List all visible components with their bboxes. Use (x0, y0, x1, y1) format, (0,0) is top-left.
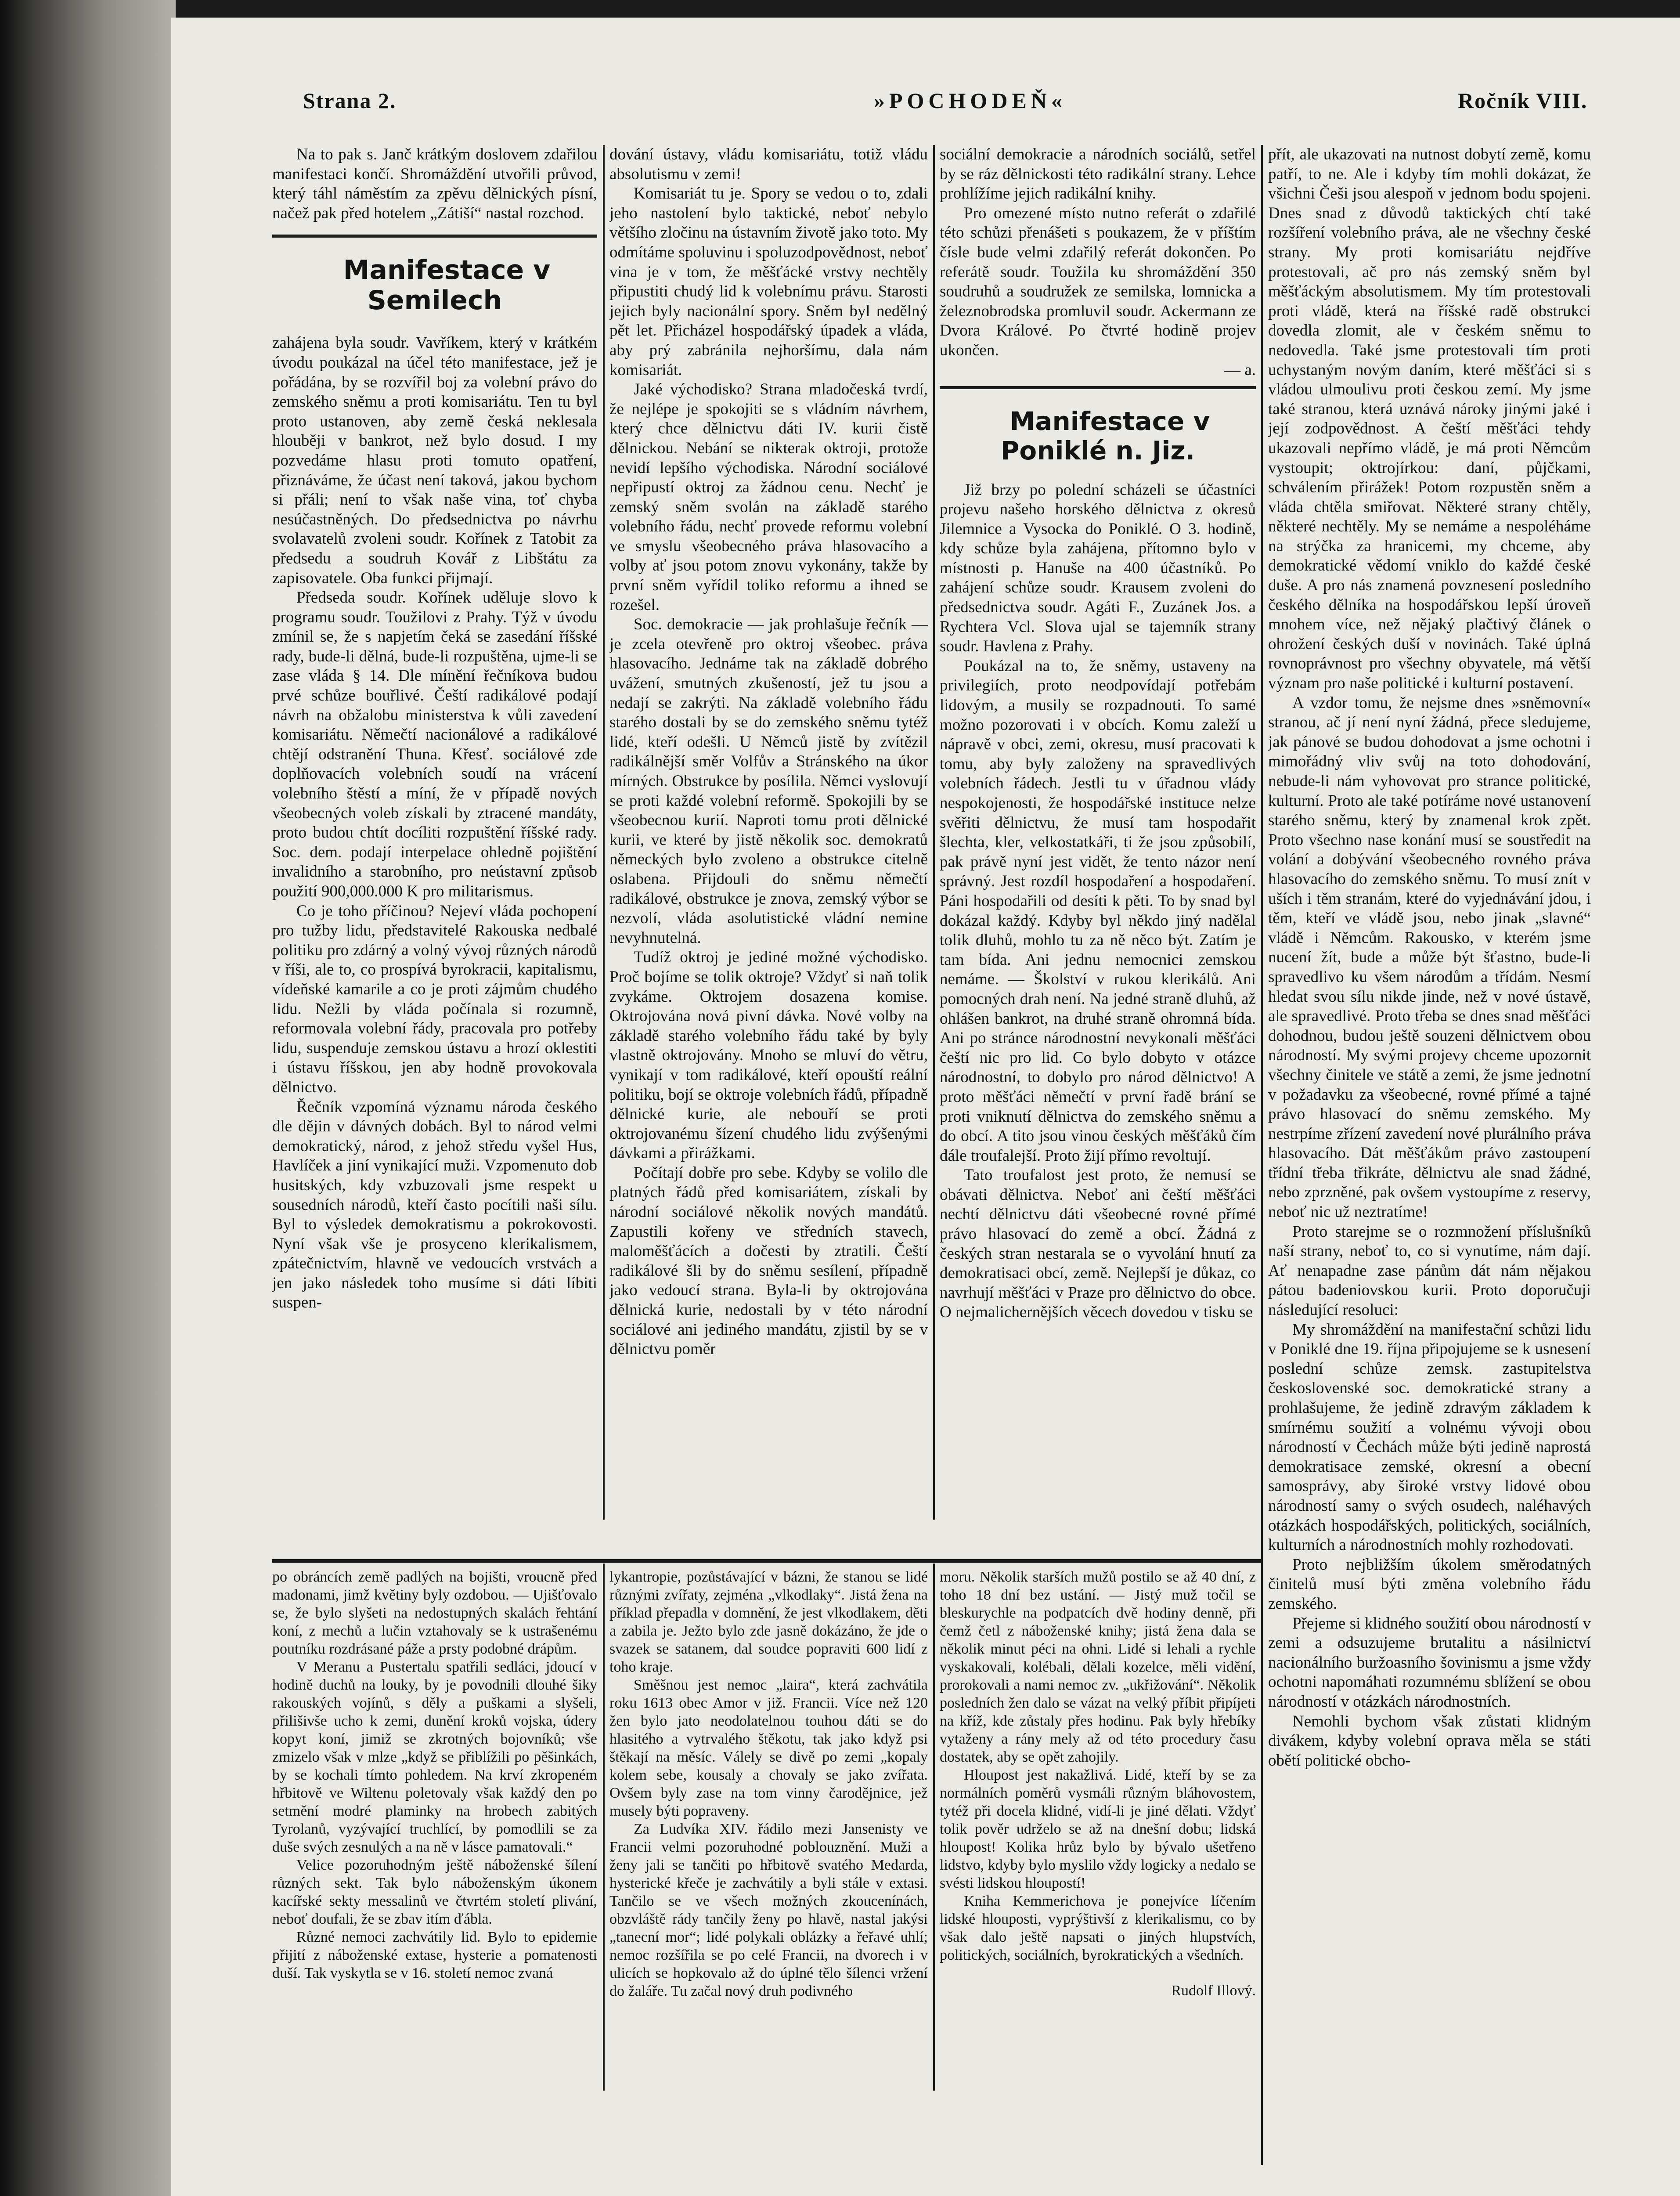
page-number: Strana 2. (303, 88, 397, 113)
book-edge (0, 0, 176, 2196)
article-text: Komisariát tu je. Spory se vedou o to, zdali jeho nastolení bylo taktické, neboť nebylo většího zločinu na ústavním životě jako toto. My odmítáme spoluvinu i spoluzodpovědnost, neboť vina je v tom, že měšťácké vrstvy nechtěly připustiti chudý lid k volebnímu právu. Starosti jejich byly nacionální spory. Sněm byl nedělný pět let. Přicházel hospodářský úpadek a vláda, aby prý zabránila nejhoršímu, dala nám komisariát. (609, 184, 928, 379)
resolution-text: Proto nejbližším úkolem směrodatných činitelů musí býti změna volebního řádu zemského. (1268, 1555, 1591, 1613)
article-text: Předseda soudr. Kořínek uděluje slovo k programu soudr. Toužilovi z Prahy. Týž v úvodu zmínil se, že s napjetím čeká se zasedání říšské rady, bude-li dělná, bude-li rozpuštěna, ujme-li se zase vláda § 14. Dle mínění řečníkova budou prvé schůze bouřlivé. Čeští radikálové podají návrh na obžalobu ministerstva k vůli zavedení komisariátu. Němečtí nacionálové a radikálové chtějí odstranění Thuna. Křesť. sociálové zde doplňovacích volebních soudí na vrácení volebního štěstí a míní, že v případě nových všeobecných voleb získali by ztracené mandáty, proto budou chtít docíliti rozpuštění říšské rady. Soc. dem. podají interpelace ohledně pojištění invalidního a starobního, pro neústavní způsob použití 900,000.000 K pro militarismus. (272, 589, 597, 900)
article-text: Již brzy po polední scházeli se účastníci projevu našeho horského dělnictva z okresů Jilemnice a Vysocka do Poniklé. O 3. hodině, kdy schůze byla zahájena, přítomno bylo v místnosti p. Hanuše na 400 účastníků. Po zahájení schůze soudr. Krausem zvoleni do předsednictva soudr. Agáti F., Zuzánek Jos. a Rychtera Vcl. Slova ujal se tajemník strany soudr. Havlena z Prahy. (940, 480, 1256, 656)
column-rule (933, 145, 935, 1520)
article-text: Proto starejme se o rozmnožení příslušníků naší strany, neboť to, co si vynutíme, nám dají. Ať nenapadne zase pánům dát nám nějakou pátou badeniovskou kurii. Proto doporučuji následující resoluci: (1268, 1222, 1591, 1319)
feuilleton-text: Velice pozoruhodným ještě náboženské šílení různých sekt. Tak bylo náboženským úkonem kacířské sekty messalinů ve čtvrtém století plivání, neboť doufali, že se zbav itím ďábla. (272, 1857, 597, 1927)
feuilleton-text: Za Ludvíka XIV. řádilo mezi Jansenisty ve Francii velmi pozoruhodné poblouznění. Muži a ženy jali se tančiti po hřbitově svatého Medarda, hysterické křeče je zachvátily a byli stále v extasi. Tančilo se ve všech možných zkoucenínách, obzvláště rády tančily ženy po hlavě, nastal jakýsi „tanecní mor“; lidé polykali oblázky a řeřavé uhlí; nemoc rozšířila se po celé Francii, na dvorech i v ulicích se hopkovalo až do úplné tělo šílenci vržení do žaláře. Tu začal nový druh podivného (609, 1821, 928, 1999)
article-text: Na to pak s. Janč krátkým doslovem zdařilou manifestaci končí. Shromáždění utvořili průvod, který táhl náměstím za zpěvu dělnických písní, načež pak před hotelem „Zátiší“ nastal rozchod. (272, 145, 597, 222)
article-column-3 (940, 145, 1256, 1557)
feuilleton-text: V Meranu a Pustertalu spatřili sedláci, jdoucí v hodině duchů na louky, by je povodnili dlouhé šiky rakouských vojínů, s děly a puškami a slyšeli, přilišivše ucho k zemi, dunění kroků vojska, údery kopyt koní, jimiž se zkrotných bojovníků; vše zmizelo však v mlze „když se přiblížili po pěšinkách, by se kochali tímto pohledem. Na krví zkropeném hřbitově ve Wiltenu poletovaly však každý den po setmění modré plaminky na hrobech zabitých Tyrolanů, vyzývající truchlící, by pomodlili se za duše svých zesnulých a na ně v lásce pamatovali.“ (272, 1659, 597, 1855)
article-text: Počítají dobře pro sebe. Kdyby se volilo dle platných řádů před komisariátem, získali by národní sociálové několik nových mandátů. Zapustili kořeny ve středních stavech, maloměšťácích a dočesti by ztratili. Čeští radikálové šli by do sněmu sesílení, případně jako vedoucí strana. Byla-li by oktrojována dělnická kurie, nedostali by v této národní sociálové ani jediného mandátu, zjistil by se v dělnictvu poměr (609, 1163, 928, 1358)
article-text: Co je toho příčinou? Nejeví vláda pochopení pro tužby lidu, představitelé Rakouska nedbalé politiku pro zdárný a volný vývoj různých národů v říši, ale to, co prospívá byrokracii, kapitalismu, vídeňské kamarile a co je proti zájmům chudého lidu. Nežli by vláda počínala si rozumně, reformovala volební řády, pracovala pro potřeby lidu, suspenduje zemskou ústavu a hrozí oklestiti i ústavu říšskou, jen aby hodně provokovala dělnictvo. (272, 902, 597, 1096)
column-rule (933, 1564, 935, 2091)
article-text: Tudíž oktroj je jediné možné východisko. Proč bojíme se tolik oktroje? Vždyť si naň tolik zvykáme. Oktrojem dosazena komise. Oktrojována nová pivní dávka. Nové volby na základě starého volebního řádu také by byly vlastně oktrojovány. Mnoho se mluví do větru, vynikají v tom radikálové, kteří opouští reální politiku, bojí se oktroje volebních řádů, případně dělnické kurie, ale nebouří se proti oktrojovanému šízení chudého lidu zvýšenými dávkami a přirážkami. (609, 948, 928, 1163)
article-text: Poukázal na to, že sněmy, ustaveny na privilegiích, proto neodpovídají potřebám lidovým, a musily se rozpadnouti. To samé možno pozorovati i v obcích. Komu zaleží u nápravě v obci, zemi, okresu, musí pracovati k tomu, aby byly založeny na spravedlivých volebních řádech. Jestli tu v úřadnou vlády nespokojenosti, že hospodářské instituce nelze svěřiti dělnictvu, že musí tam hospodařit šlechta, kler, velkostatkáři, ti že jsou způsobilí, pak právě nyní jest vidět, že tento názor není správný. Jest rozdíl hospodaření a hospodaření. Páni hospodařili od desíti k pěti. To by snad byl dokázal každý. Kdyby byl někdo jiný nadělal tolik dluhů, mohlo tu za ně něco být. Zatím je tam bída. Ani jednu nemocnici zemskou nemáme. — Školství v rukou klerikálů. Ani pomocných drah není. Na jedné straně dluhů, až ohlášen bankrot, na druhé straně ohromná bída. Ani po stránce národnostní nevykonali měšťáci čeští nic pro lid. Co bylo dobyto v otázce národnostní, to dobylo pro národ dělnictvo! A proto měšťáci němečtí v první řadě brání se proti vniknutí dělnictva do zemského sněmu a do obcí. A tito jsou vinou českých měšťáků čím dále troufalejší. Proto žijí přímo revoltují. (940, 657, 1256, 1165)
article-text: Nemohli bychom však zůstati klidným divákem, kdyby volební oprava měla se státi obětí politické obcho- (1268, 1712, 1591, 1770)
feuilleton-text: Kniha Kemmerichova je ponejvíce líčením lidské hlouposti, vyprýštivší z klerikalismu, co by však dalo ještě napsati o jiných hlupstvích, politických, sociálních, byrokratických a všedních. (940, 1893, 1256, 1963)
article-text: Řečník vzpomíná významu národa českého dle dějin v dávných dobách. Byl to národ velmi demokratický, národ, z jehož středu vyšel Hus, Havlíček a jiní vynikající muži. Vzpomenuto dob husitských, kdy vzbuzovali jsme respekt u sousedních národů, kteří často pocítili naši sílu. Byl to výsledek demokratismu a pokrokovosti. Nyní však vše je prosyceno klerikalismem, zpátečnictvím, hlavně ve vedoucích vrstvách a jen jako následek toho musíme si dáti líbiti suspen- (272, 1098, 597, 1312)
column-rule (603, 1564, 605, 2091)
masthead: »POCHODEŇ« (874, 88, 1067, 113)
article-text: Soc. demokracie — jak prohlašuje řečník — je zcela otevřeně pro oktroj všeobec. práva hlasovacího. Jednáme tak na základě dobrého uvážení, smutných zkušeností, jež tu jsou a nedají se zakrýti. Na základě volebního řádu starého dostali by se do zemského sněmu tytéž lidé, kteří odešli. U Němců jistě by zvítězil radikálnější směr Volfův a Stránského na úkor mírných. Obstrukce by posílila. Němci vyslovují se proti každé volební reformě. Spokojili by se všeobecnou kurií. Naproti tomu proti dělnické kurii, ve které by jistě několik soc. demokratů německých bylo zvoleno a obstrukce citelně oslabena. Přijdouli do sněmu němečtí radikálové, obstrukce je znova, zemský výbor se nezvolí, vláda asolutistické vládní nemine nevyhnutelná. (609, 615, 928, 947)
author-initial: — a. (1224, 361, 1256, 379)
column-rule (603, 145, 605, 1520)
feuilleton-text: lykantropie, pozůstávající v bázni, že stanou se lidé různými zvířaty, zejména „vlkodlaky“. Jistá žena na příklad přepadla v domnění, že jest vlkodlakem, děti a zabila je. Ježto bylo zde jasně dokázáno, že jde o svazek se satanem, dal soudce popraviti 600 lidí z toho kraje. (609, 1569, 928, 1675)
article-text: dování ústavy, vládu komisariátu, totiž vládu absolutismu v zemi! (609, 145, 928, 183)
article-text: A vzdor tomu, že nejsme dnes »sněmovní« stranou, ač jí není nyní žádná, přece sledujeme, jak pánové se budou dohodovat a jsme ochotni i mimořádný vliv svůj na toto dohodování, nebude-li nám vyhovovat pro strance politické, kulturní. Proto ale také potíráme nové ustanovení starého sněmu, který by znamenal krok zpět. Proto všechno nase konání musí se soustředit na volání a dobývání všeobecného rovného práva hlasovacího do zemského sněmu. To musí znít v uších i těm stranám, které do vyjednávání jdou, i těm, kteří ve vládě jsou, nebo jinak „slavné“ vládě i Němcům. Rakousko, v kterém jsme nucení žít, bude a může být šťastno, bude-li spravedlivo ku všem národům a třídám. Nesmí hledat svou sílu nikde jinde, než v nové ústavě, ale spravedlivé. Proto třeba se dnes snad měšťáci dohodnou, budou ještě souzeni dělnictvem obou národností. My svými projevy chceme upozornit všechny činitele ve státě a zemi, že jsme jednotní v požadavku za všeobecné, rovné přímé a tajné právo hlasovací do sněmu zemského. My nestrpíme zřízení zavedení nové plurálního práva hlasovacího. Dát měšťákům právo zastoupení třídní třeba třikráte, dělnictvu ale snad žádné, nebo zprzněné, pak ovšem vystoupíme z reservy, neboť nic už neztratíme! (1268, 693, 1591, 1221)
article-column-4 (1268, 145, 1591, 2165)
resolution-text: My shromáždění na manifestační schůzi lidu v Poniklé dne 19. října připojujeme se k usnesení poslední schůze zemsk. zastupitelstva československé soc. demokratické strany a prohlašujeme, že jedině zdravým základem k smírnému soužití a volnému vývoji obou národností v Čechách může býti jedině naprostá demokratisace zemské, okresní a obecní samosprávy, aby široké vrstvy lidové obou národností samy o svých osudech, naléhavých otázkách hospodářských, politických, sociálních, kulturních a národnostních mohly rozhodovati. (1268, 1320, 1591, 1554)
feuilleton-text: Směšnou jest nemoc „laira“, která zachvátila roku 1613 obec Amor v již. Francii. Více než 120 žen bylo jato neodolatelnou touhou dáti se do hlasitého a vytrvalého štěkotu, tak jako když psi štěkají na měsíc. Válely se divě po zemi „kopaly kolem sebe, kousaly a chovaly se jako zvířata. Ovšem byly zase na tom vinny čarodějnice, jež musely býti popraveny. (609, 1677, 928, 1819)
feuilleton-rule (272, 1559, 1262, 1563)
article-text: Jaké východisko? Strana mladočeská tvrdí, že nejlépe je spokojiti se s vládním návrhem, který chce dělnictvu dáti IV. kurii čistě dělnickou. Nebání se nikterak oktroji, protože nevidí lepšího východiska. Národní sociálové nepřipustí oktroj za žádnou cenu. Nechť je zemský sněm svolán na základě starého volebního řádu, nechť provede reformu volební ve smyslu všeobecného práva hlasovacího a volby ať jsou potom znovu vykonány, takže by první sněm vyřídil toliko reformu a ihned se rozešel. (609, 380, 928, 614)
article-text: zahájena byla soudr. Vavříkem, který v krátkém úvodu poukázal na účel této manifestace, jež je pořádána, by se rozvířil boj za volební právo do zemského sněmu a proti komisariátu. Ten tu byl proto ustanoven, aby země česká neklesala hlouběji v bankrot, než bylo dosud. I my pozvedáme hlasu proti tomuto opatření, přiznáváme, že účast není taková, jakou bychom si přáli; není to však naše vina, toť chyba nesúčastněných. Do předsednictva po návrhu svolavatelů zvoleni soudr. Kořínek z Tatobit za předsedu a soudruh Kovář z Libštátu za zapisovatele. Oba funkci přijmají. (272, 334, 597, 587)
feuilleton-column-1 (272, 1568, 597, 2077)
feuilleton-text: po obráncích země padlých na bojišti, vroucně před madonami, jimž květiny byly ozdobou. — Ujišťovalo se, že bylo slyšeti na nedostupných skalách řehtání koní, z mechů a lučin vztahovaly se k ustrašenému poutníku rozdrásané páže a prsty podobné drápům. (272, 1569, 597, 1657)
feuilleton-text: moru. Několik starších mužů postilo se až 40 dní, z toho 18 dní bez ustání. — Jistý muž točil se bleskurychle na podpatcích dvě hodiny denně, při čemž četl z náboženské knihy; jistá žena dala se několik minut péci na ohni. Lidé si lehali a rychle vyskakovali, kolébali, dělali kozelce, měli vidění, prorokovali a nami nemoc zv. „ukřižování“. Několik posledních žen dalo se vázat na velký příbit připíjeti na kříž, kde zůstaly přes hodinu. Pak byly hřebíky vytaženy a rány mely až od této procedury času dostatek, aby se opět zahojily. (940, 1569, 1256, 1765)
column-rule (1261, 145, 1263, 2165)
article-text: Tato troufalost jest proto, že nemusí se obávati dělnictva. Neboť ani čeští měšťáci nechtí dělnictvu dáti všeobecné rovné přímé právo hlasovací do země a obcí. Žádná z českých stran nestarala se o vyvolání hnutí za demokratisaci obcí, země. Nejlepší je důkaz, co navrhují měšťáci v Praze pro dělnictvo do obce. O nejmalichernějších věcech dovedou v tisku se (940, 1166, 1256, 1322)
feuilleton-text: Různé nemoci zachvátily lid. Bylo to epidemie přijití z náboženské extase, hysterie a pomatenosti duší. Tak vyskytla se v 16. století nemoc zvaná (272, 1929, 597, 1981)
feuilleton-column-3 (940, 1568, 1256, 2077)
article-text: přít, ale ukazovati na nutnost dobytí země, komu patří, to ne. Ale i kdyby tím mohli dokázat, že všichni Češi jsou alespoň v jednom bodu spojeni. Dnes snad z důvodů taktických chtí také rozšíření volebního práva, ale ne všechny české strany. My proti komisariátu nejdříve protestovali, ač pro nás zemský sněm byl měšťáckým absolutismem. My tím protestovali proti vládě, která na říšské radě obstrukci dovedla zlomit, ale v českém sněmu to nedovedla. Také jsme protestovali tím proti uchystaným novým daním, které měšťáci si s vládou ulmoulivu proti českou zemí. My jsme také stranou, která uznává nároky jinými jaké i její zodpovědnost. A čeští měšťáci tehdy ukazovali nepřímo vládě, je má proti Němcům vystoupit; oktrojírkou: daní, půjčkami, schválením přirážek! Potom rozpustěn sněm a vláda chtěla smiřovat. Některé strany chtěly, některé nechtěly. My se nemáme a nespoléháme na strýčka za hranicemi, my chceme, aby demokratické vědomí vniklo do každé české duše. A pro nás znamená povznesení posledního českého dělníka na hospodářskou lepší úroveň mnohem více, než nějaký plačtivý článek o ohrožení českých duší v novinách. Také úplná rovnoprávnost pro všechny obyvatele, má větší význam pro naše politické i kulturní postavení. (1268, 145, 1591, 693)
headline-ponikla: Manifestace v Poniklé n. Jiz. (1000, 406, 1210, 466)
headline-rule (272, 235, 597, 238)
article-text: Pro omezené místo nutno referát o zdařilé této schůzi přenášeti s poukazem, že v příštím čísle bude velmi zdařilý referát dokončen. Po referátě soudr. Toužila ku shromáždění 350 soudruhů a soudružek ze semilska, lomnicka a železnobrodska promluvil soudr. Ackermann ze Dvora Králové. Po čtvrté hodině projev ukončen. (940, 204, 1256, 359)
article-column-1 (272, 145, 597, 1557)
resolution-text: Přejeme si klidného soužití obou národností v zemi a odsuzujeme brutalitu a násilnictví nacionálního buržoasního šovinismu a jsme vždy ochotni napomáhati rozumnému sblížení se obou národností v otázkách národnostních. (1268, 1614, 1591, 1711)
headline-semily: Manifestace v Semilech (343, 255, 551, 316)
article-text: sociální demokracie a národních sociálů, setřel by se ráz dělnickosti této radikální strany. Lehce prohlížíme jejich radikální knihy. (940, 145, 1256, 203)
volume: Ročník VIII. (1458, 88, 1588, 113)
article-column-2 (609, 145, 928, 1557)
feuilleton-author: Rudolf Illový. (1171, 1983, 1256, 1999)
feuilleton-text: Hloupost jest nakažlivá. Lidé, kteří by se za normálních poměrů vysmáli různým bláhovostem, tytéž při docela klidné, vidí-li je jiné dělati. Vždyť tolik pověr udrželo se až na dnešní dobu; lidská hloupost! Kolika hrůz bylo by bývalo ušetřeno lidstvo, kdyby bylo myslilo vždy logicky a nedalo se svésti lidskou hloupostí! (940, 1767, 1256, 1891)
headline-rule (940, 386, 1256, 389)
newspaper-page (171, 18, 1680, 2196)
feuilleton-column-2 (609, 1568, 928, 2077)
